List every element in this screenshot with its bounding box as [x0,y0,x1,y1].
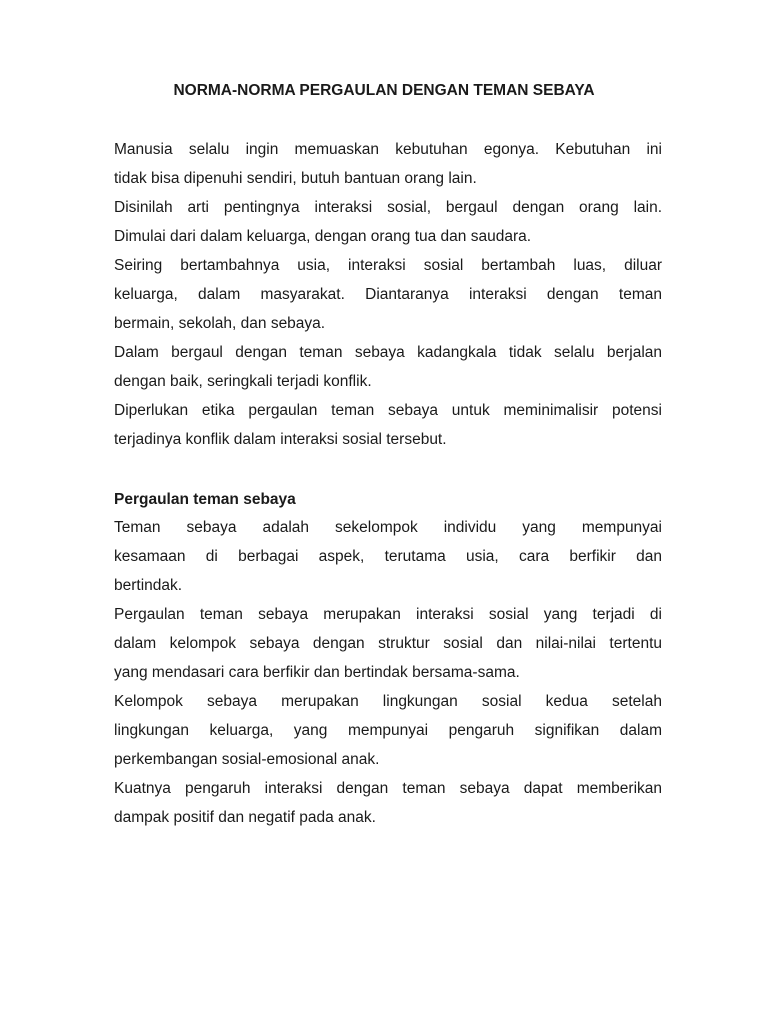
text-line: tidak bisa dipenuhi sendiri, butuh bantuan orang lain. [114,170,477,187]
text-line: Kuatnya pengaruh interaksi dengan teman sebaya dapat memberikan [114,780,662,797]
text-line: Dalam bergaul dengan teman sebaya kadangkala tidak selalu berjalan [114,344,662,361]
text-line: bertindak. [114,577,183,594]
text-line: Seiring bertambahnya usia, interaksi sosial bertambah luas, diluar [114,257,662,274]
text-line: yang mendasari cara berfikir dan bertindak bersama-sama. [114,664,520,681]
text-line: bermain, sekolah, dan sebaya. [114,315,326,332]
text-line: Teman sebaya adalah sekelompok individu yang mempunyai [114,519,662,536]
text-line: Manusia selalu ingin memuaskan kebutuhan egonya. Kebutuhan ini [114,141,662,158]
intro-text [114,135,662,454]
text-line: perkembangan sosial-emosional anak. [114,751,380,768]
text-line: dalam kelompok sebaya dengan struktur sosial dan nilai-nilai tertentu [114,635,662,652]
section-heading: Pergaulan teman sebaya [114,491,296,508]
text-line: Disinilah arti pentingnya interaksi sosial, bergaul dengan orang lain. [114,199,662,216]
text-line: kesamaan di berbagai aspek, terutama usia, cara berfikir dan [114,548,662,565]
text-line: dampak positif dan negatif pada anak. [114,809,376,826]
text-line: Dimulai dari dalam keluarga, dengan orang tua dan saudara. [114,228,532,245]
text-line: lingkungan keluarga, yang mempunyai pengaruh signifikan dalam [114,722,662,739]
text-line: dengan baik, seringkali terjadi konflik. [114,373,372,390]
text-line: Pergaulan teman sebaya merupakan interaksi sosial yang terjadi di [114,606,662,623]
text-line: Kelompok sebaya merupakan lingkungan sosial kedua setelah [114,693,662,710]
document-title: NORMA-NORMA PERGAULAN DENGAN TEMAN SEBAYA [173,82,595,99]
text-line: terjadinya konflik dalam interaksi sosial tersebut. [114,431,447,448]
text-line: Diperlukan etika pergaulan teman sebaya untuk meminimalisir potensi [114,402,662,419]
text-line: keluarga, dalam masyarakat. Diantaranya interaksi dengan teman [114,286,662,303]
section-text [114,513,662,832]
